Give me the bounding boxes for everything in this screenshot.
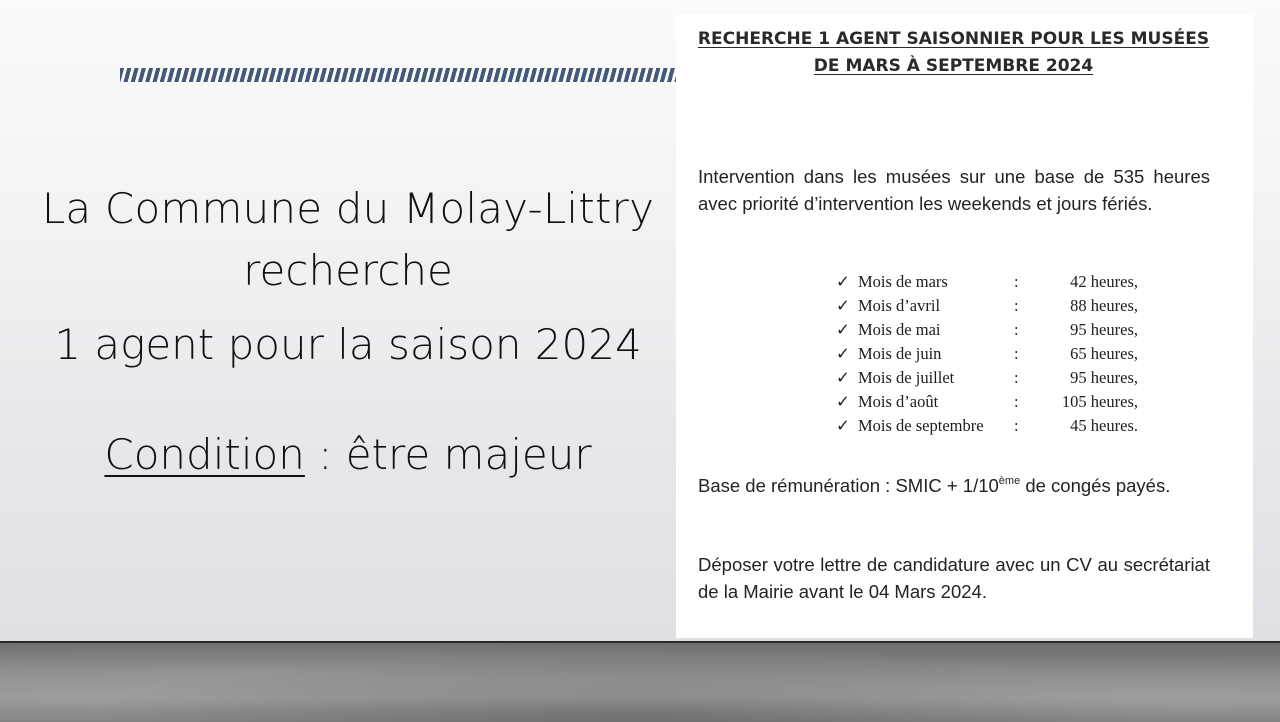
list-item (836, 390, 1156, 414)
month-separator: : (1014, 392, 1019, 411)
condition-label: Condition (104, 430, 305, 479)
slide-heading-recherche: recherche (243, 246, 453, 295)
floor-background (0, 641, 1280, 722)
month-hours: 105 heures, (1061, 392, 1138, 411)
month-hours: 45 heures. (1070, 416, 1138, 435)
document-title-line-1: RECHERCHE 1 AGENT SAISONNIER POUR LES MUSÉES (697, 29, 1210, 49)
document-intro: Intervention dans les musées sur une base de 535 heures avec priorité d’intervention les weekends et jours fériés. (698, 166, 1210, 214)
check-icon: ✓ (836, 272, 850, 291)
job-announcement-document (676, 14, 1253, 638)
document-title (676, 26, 1231, 80)
pay-suffix: de congés payés. (1020, 475, 1171, 496)
check-icon: ✓ (836, 320, 850, 339)
check-icon: ✓ (836, 368, 850, 387)
document-pay-basis (698, 468, 1210, 499)
month-separator: : (1014, 344, 1019, 363)
condition-text: : être majeur (304, 430, 592, 479)
list-item (836, 414, 1156, 438)
slide-condition (20, 430, 676, 479)
slide-heading-agent: 1 agent pour la saison 2024 (54, 320, 642, 369)
pay-superscript: ème (998, 475, 1021, 487)
check-icon: ✓ (836, 416, 850, 435)
month-name: Mois de juillet (858, 368, 955, 387)
list-item (836, 366, 1156, 390)
list-item (836, 270, 1156, 294)
slide-heading-commune: La Commune du Molay-Littry (41, 184, 655, 233)
month-name: Mois d’avril (858, 296, 941, 315)
month-name: Mois de mars (858, 272, 948, 291)
month-name: Mois d’août (858, 392, 939, 411)
month-name: Mois de septembre (858, 416, 984, 435)
month-hours: 65 heures, (1070, 344, 1138, 363)
month-name: Mois de juin (858, 344, 942, 363)
month-separator: : (1014, 368, 1019, 387)
check-icon: ✓ (836, 344, 850, 363)
months-hours-list (836, 270, 1156, 438)
check-icon: ✓ (836, 296, 850, 315)
check-icon: ✓ (836, 392, 850, 411)
month-separator: : (1014, 296, 1019, 315)
month-hours: 88 heures, (1070, 296, 1138, 315)
month-hours: 95 heures, (1070, 368, 1138, 387)
decorative-dash-bar (120, 68, 676, 82)
document-title-line-2: DE MARS À SEPTEMBRE 2024 (813, 56, 1094, 76)
month-hours: 95 heures, (1070, 320, 1138, 339)
list-item (836, 318, 1156, 342)
month-hours: 42 heures, (1070, 272, 1138, 291)
pay-prefix: Base de rémunération : SMIC + 1/10 (698, 475, 999, 496)
month-separator: : (1014, 272, 1019, 291)
month-separator: : (1014, 416, 1019, 435)
document-application-instructions: Déposer votre lettre de candidature avec un CV au secrétariat de la Mairie avant le 04 Mars 2024. (698, 554, 1210, 602)
list-item (836, 294, 1156, 318)
list-item (836, 342, 1156, 366)
month-separator: : (1014, 320, 1019, 339)
month-name: Mois de mai (858, 320, 941, 339)
